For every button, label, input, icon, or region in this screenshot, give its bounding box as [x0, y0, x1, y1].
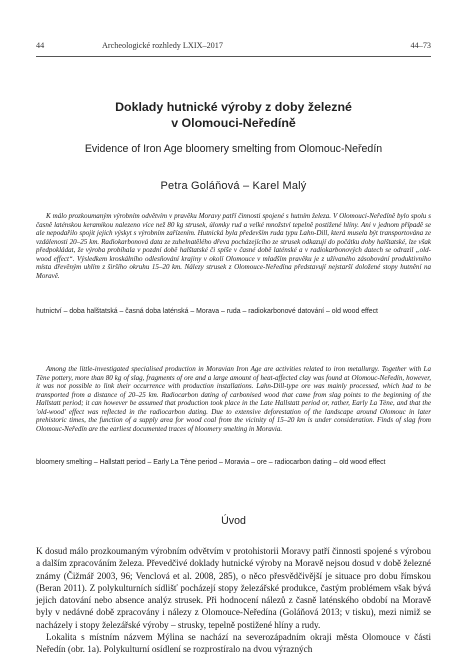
authors: Petra Goláňová – Karel Malý — [160, 180, 307, 192]
section-heading: Úvod — [221, 515, 246, 527]
body-text — [36, 545, 431, 656]
running-header — [36, 41, 431, 53]
english-title: Evidence of Iron Age bloomery smelting from Olomouc-Neředín — [84, 143, 383, 155]
journal-name: Archeologické rozhledy LXIX–2017 — [102, 41, 223, 50]
title-line-1: Doklady hutnické výroby z doby železné — [115, 100, 352, 114]
keywords-english: bloomery smelting – Hallstatt period – Early La Tène period – Moravia – ore – radiocarbon dating – old wood effect — [36, 459, 386, 466]
abstract-english: Among the little-investigated specialised production in Moravian Iron Age are activities related to iron metallurgy. Together with La Tène pottery, more than 80 kg of slag, fragments of ore and a large amount of heat-affected clay was found at Olomouc-Neředín, however, it was not possible to link their occurrence with production installations. Lahn-Dill-type ore was mainly processed, which had to be transported from a distance of 20–25 km. Radiocarbon dating of carbonised wood that came from slag points to the beginning of the Hallstatt period; it can however be assumed that production took place in the Late Hallstatt period or, rather, Early La Tène, and that the 'old-wood' effect was reflected in the radiocarbon dating. Due to extensive deforestation of the landscape around Olomouc in later prehistoric times, the function of a supply area for wood coal from the vicinity of 15–20 km is under consideration. Finds of slag from Olomouc-Neředín are the earliest documented traces of bloomery smelting in Moravia. — [36, 365, 431, 433]
page-range: 44–73 — [410, 41, 431, 50]
page-number: 44 — [36, 41, 45, 50]
article-title — [36, 99, 431, 131]
title-line-2: v Olomouci-Neředíně — [171, 116, 296, 130]
keywords-czech: hutnictví – doba halštatská – časná doba laténská – Morava – ruda – radiokarbonové datování – old wood effect — [36, 308, 378, 315]
body-paragraph-1: K dosud málo prozkoumaným výrobním odvětvím v protohistorii Moravy patří činnosti spojené s výrobou a dalším zpracováním železa. Převedčivé doklady hutnické výroby na Moravě nejsou dosud v době železné známy (Čižmář 2003, 96; Venclová et al. 2008, 285), o něco přesvědčivější je situace pro dobu římskou (Beran 2011). Z polykulturních sídlišť pocházejí stopy železářské produkce, častým problémem však bývá jejich datování nebo absence analýz strusek. Při hodnocení nálezů z časně laténského období na Moravě byly v nedávné době zpracovány i nálezy z Olomouce-Neředína (Goláňová 2013; v tisku), mezi nimiž se nacházely i stopy železářské výroby – strusky, tepelně postižené hlíny a rudy. — [36, 546, 431, 630]
header-rule — [36, 56, 431, 57]
abstract-czech: K málo prozkoumaným výrobním odvětvím v pravěku Moravy patří činnosti spojené s hutním železa. V Olomouci-Neředíně bylo spolu s časně laténskou keramikou nalezeno více než 80 kg strusek, úlomky rud a velké množství tepelně postižené hlíny. Ani v jednom případě se ale nepodařilo spojit jejich výskyt s výrobním zařízením. Hutnická byla především ruda typu Lahn-Dill, která musela být transportována ze vzdálenosti 20–25 km. Radiokarbonová data ze zuhelnatělého dřeva pocházejícího ze strusek odkazují do počátku doby halštatské, lze však předpokládat, že výroba probíhala v pozdní době halštatské či spíše v časné době laténské a v radiokarbonových datech se odrazil „old-wood effect“. Výsledkem kroskálního odlesňování krajiny v okolí Olomouce v mladším pravěku je z užívaného zásobování produktivního místa dřevěným uhlím z širšího okruhu 15–20 km. Nálezy strusek z Olomouce-Neředína představují nejstarší doložené stopy hutnění na Moravě. — [36, 212, 431, 280]
body-paragraph-2: Lokalita s místním názvem Mýlina se nachází na severozápadním okraji města Olomouce v části Neředín (obr. 1a). Polykulturní osídlení se rozprostíralo na dvou výrazných — [36, 632, 431, 655]
